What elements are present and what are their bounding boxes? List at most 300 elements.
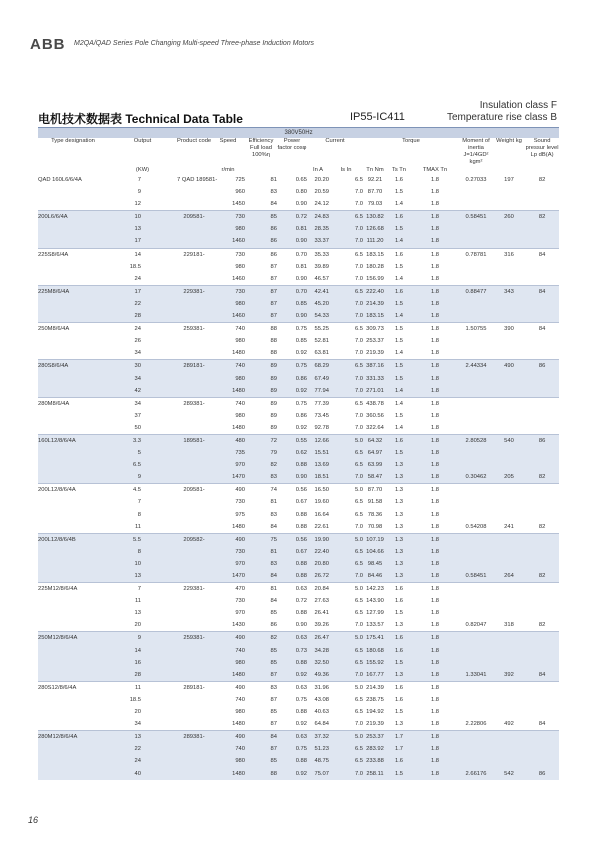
torque-ts-cell: 1.6: [387, 248, 411, 261]
page-number: 16: [28, 815, 39, 825]
power-factor-cell: 0.88: [277, 570, 307, 583]
torque-ts-cell: 1.4: [394, 201, 404, 208]
table-row: [38, 198, 559, 211]
type-designation-cell: 200L12/8/6/4A: [38, 484, 108, 497]
torque-tn-cell: 219.39: [366, 350, 384, 357]
power-factor-cell: 0.88: [295, 709, 307, 716]
torque-tn-cell: 214.39: [363, 298, 387, 310]
speed-cell: 980: [211, 755, 245, 767]
torque-tn-cell: 258.11: [363, 768, 387, 780]
speed-cell: 1480: [211, 669, 245, 682]
current-cell: 16.50: [307, 484, 329, 497]
current-ratio-cell: 6.5: [329, 248, 363, 261]
weight-cell: [493, 632, 525, 645]
temperature-rise-class: Temperature rise class B: [446, 112, 557, 123]
torque-ts-cell: 1.7: [387, 731, 411, 744]
product-code-cell: 259381-: [177, 632, 211, 645]
sound-cell: [525, 310, 559, 323]
table-row: [38, 669, 559, 682]
torque-tn-cell: 222.40: [363, 285, 387, 298]
current-ratio-cell: 6.5: [354, 177, 363, 183]
torque-tmax-cell: 1.8: [411, 645, 459, 657]
moment-cell: [459, 459, 493, 471]
weight-cell: [493, 533, 525, 546]
current-cell: 26.41: [314, 610, 329, 617]
product-code-cell: [177, 755, 211, 767]
table-row: [38, 273, 559, 286]
weight-cell: [493, 558, 525, 570]
table-row: [38, 347, 559, 360]
speed-cell: 1480: [232, 721, 245, 728]
current-ratio-cell: 7.0: [354, 622, 363, 629]
efficiency-cell: 84: [245, 731, 277, 744]
output-cell: 17: [108, 285, 141, 298]
output-cell: 9: [108, 632, 141, 645]
type-designation-cell: [38, 607, 108, 619]
moment-cell: [459, 657, 493, 669]
torque-tmax-cell: 1.8: [411, 223, 459, 235]
sound-cell: [525, 223, 559, 235]
current-ratio-cell: 6.5: [354, 598, 363, 605]
output-cell: 24: [108, 755, 141, 767]
torque-tn-cell: 183.15: [363, 248, 387, 261]
weight-cell: [493, 681, 525, 694]
power-factor-cell: 0.88: [295, 610, 307, 617]
torque-ts-cell: 1.4: [394, 424, 404, 431]
output-cell: 42: [108, 385, 141, 398]
torque-tmax-cell: 1.8: [430, 424, 440, 431]
efficiency-cell: 85: [245, 755, 277, 767]
current-ratio-cell: 6.5: [354, 696, 363, 703]
weight-cell: 490: [493, 360, 525, 373]
moment-cell: [459, 755, 493, 767]
torque-ts-cell: 1.4: [387, 235, 411, 248]
product-code-cell: 229381-: [177, 285, 211, 298]
weight-cell: [493, 410, 525, 422]
current-cell: 55.25: [307, 323, 329, 336]
current-ratio-cell: 6.5: [329, 397, 363, 410]
torque-tmax-cell: 1.8: [411, 669, 459, 682]
type-designation-cell: [38, 743, 108, 755]
type-designation-cell: [38, 755, 108, 767]
efficiency-cell: 84: [270, 523, 277, 530]
table-row: [38, 323, 559, 336]
speed-cell: 1470: [211, 570, 245, 583]
torque-tmax-cell: 1.8: [411, 459, 459, 471]
current-cell: 15.51: [307, 447, 329, 459]
torque-ts-cell: 1.5: [387, 373, 411, 385]
table-row: [38, 385, 559, 398]
col-tn: Tn Nm: [366, 166, 384, 173]
torque-ts-cell: 1.3: [387, 484, 411, 497]
output-cell: 34: [108, 373, 141, 385]
efficiency-cell: 88: [245, 768, 277, 780]
current-cell: 37.32: [307, 731, 329, 744]
table-body: [38, 174, 559, 780]
output-cell: 24: [108, 323, 141, 336]
torque-tn-cell: 271.01: [363, 385, 387, 398]
weight-cell: [493, 755, 525, 767]
output-cell: 7: [108, 583, 141, 596]
weight-cell: 318: [504, 622, 514, 629]
sound-cell: [525, 731, 559, 744]
output-cell: 34: [134, 721, 141, 728]
type-designation-cell: [38, 570, 108, 583]
power-factor-cell: 0.90: [295, 622, 307, 629]
current-ratio-cell: 5.0: [329, 681, 363, 694]
torque-tmax-cell: 1.8: [430, 598, 440, 605]
output-cell: 14: [108, 645, 141, 657]
moment-cell: [459, 546, 493, 558]
type-designation-cell: [38, 273, 108, 286]
current-cell: 39.26: [314, 622, 329, 629]
speed-cell: 1450: [232, 201, 245, 208]
torque-tmax-cell: 1.8: [430, 622, 440, 629]
output-cell: 34: [134, 350, 141, 357]
type-designation-cell: 250M12/8/6/4A: [38, 632, 108, 645]
current-cell: 39.89: [314, 263, 329, 270]
torque-tn-cell: 180.28: [366, 263, 384, 270]
col-sound: Sound pressur level Lp dB(A): [525, 138, 559, 158]
torque-tmax-cell: 1.8: [411, 768, 459, 780]
efficiency-cell: 85: [270, 610, 277, 617]
table-row: [38, 570, 559, 583]
weight-cell: [493, 261, 525, 273]
torque-tmax-cell: 1.8: [411, 397, 459, 410]
power-factor-cell: 0.56: [277, 533, 307, 546]
col-current-in: In A: [313, 166, 323, 173]
torque-tmax-cell: 1.8: [430, 523, 440, 530]
moment-cell: [459, 681, 493, 694]
weight-cell: [493, 397, 525, 410]
power-factor-cell: 0.70: [277, 248, 307, 261]
sound-cell: 86: [525, 768, 559, 780]
moment-cell: [459, 235, 493, 248]
moment-cell: [459, 186, 493, 198]
weight-cell: [493, 186, 525, 198]
sound-cell: [525, 694, 559, 706]
weight-cell: 241: [504, 523, 514, 530]
power-factor-cell: 0.63: [277, 681, 307, 694]
speed-cell: 470: [211, 583, 245, 596]
current-ratio-cell: 6.5: [354, 511, 363, 518]
sound-cell: [525, 261, 559, 273]
torque-ts-cell: 1.6: [387, 645, 411, 657]
torque-tn-cell: 283.92: [363, 743, 387, 755]
power-factor-cell: 0.92: [295, 424, 307, 431]
efficiency-cell: 85: [245, 211, 277, 224]
table-row: [38, 484, 559, 497]
current-cell: 22.40: [307, 546, 329, 558]
current-ratio-cell: 6.5: [329, 211, 363, 224]
moment-cell: 0.82047: [465, 622, 487, 629]
product-code-cell: [177, 198, 211, 211]
output-cell: 10: [108, 211, 141, 224]
moment-cell: [459, 373, 493, 385]
product-code-cell: [177, 261, 211, 273]
output-cell: 30: [108, 360, 141, 373]
current-cell: 32.50: [307, 657, 329, 669]
product-code-cell: [177, 669, 211, 682]
output-cell: 12: [134, 201, 141, 208]
current-ratio-cell: 6.5: [329, 360, 363, 373]
table-row: [38, 248, 559, 261]
torque-tn-cell: 87.70: [367, 189, 383, 196]
output-cell: 7: [137, 177, 141, 183]
moment-cell: [459, 410, 493, 422]
sound-cell: 82: [538, 523, 546, 530]
product-code-cell: 229381-: [177, 583, 211, 596]
table-row: [38, 619, 559, 632]
moment-cell: 0.88477: [459, 285, 493, 298]
product-code-cell: [177, 373, 211, 385]
torque-tmax-cell: 1.8: [411, 434, 459, 447]
col-tmax: TMAX Tn: [422, 166, 448, 173]
col-speed-unit: r/min: [221, 166, 235, 173]
abb-logo: ABB: [30, 36, 66, 53]
torque-ts-cell: 1.5: [387, 657, 411, 669]
current-cell: 43.08: [314, 696, 329, 703]
torque-tmax-cell: 1.8: [430, 610, 440, 617]
current-ratio-cell: 6.5: [354, 499, 363, 506]
torque-tmax-cell: 1.8: [430, 275, 440, 282]
efficiency-cell: 86: [245, 235, 277, 248]
sound-cell: [525, 558, 559, 570]
efficiency-cell: 83: [245, 558, 277, 570]
table-row: [38, 755, 559, 767]
efficiency-cell: 75: [245, 533, 277, 546]
output-cell: 7: [137, 499, 141, 506]
sound-cell: [525, 509, 559, 521]
current-cell: 77.39: [307, 397, 329, 410]
efficiency-cell: 89: [245, 373, 277, 385]
output-cell: 40: [108, 768, 141, 780]
moment-cell: 1.50755: [459, 323, 493, 336]
torque-ts-cell: 1.5: [394, 412, 404, 419]
weight-cell: [493, 447, 525, 459]
output-cell: 16: [108, 657, 141, 669]
torque-tmax-cell: 1.8: [411, 235, 459, 248]
current-cell: 73.45: [314, 412, 329, 419]
efficiency-cell: 86: [245, 223, 277, 235]
speed-cell: 1460: [232, 275, 245, 282]
table-row: [38, 235, 559, 248]
moment-cell: 0.58451: [459, 570, 493, 583]
current-cell: 24.12: [314, 201, 329, 208]
torque-tmax-cell: 1.8: [430, 263, 440, 270]
speed-cell: 1480: [211, 768, 245, 780]
output-cell: 28: [108, 310, 141, 323]
col-current: Current: [325, 138, 345, 144]
col-efficiency: Efficiency Full load 100%η: [248, 138, 274, 158]
product-code-cell: [177, 595, 211, 607]
sound-cell: 82: [525, 211, 559, 224]
power-factor-cell: 0.75: [277, 397, 307, 410]
table-row: [38, 410, 559, 422]
weight-cell: [493, 657, 525, 669]
type-designation-cell: [38, 706, 108, 718]
sound-cell: [525, 496, 559, 508]
sound-cell: [525, 447, 559, 459]
protection-rating: IP55-IC411: [350, 111, 405, 123]
power-factor-cell: 0.92: [277, 768, 307, 780]
torque-tn-cell: 438.78: [363, 397, 387, 410]
efficiency-cell: 89: [245, 360, 277, 373]
efficiency-cell: 89: [245, 385, 277, 398]
product-code-cell: 209582-: [177, 533, 211, 546]
power-factor-cell: 0.80: [295, 189, 307, 196]
product-code-cell: [177, 694, 211, 706]
power-factor-cell: 0.90: [277, 235, 307, 248]
torque-tmax-cell: 1.8: [411, 731, 459, 744]
moment-cell: 0.58451: [459, 211, 493, 224]
torque-tn-cell: 322.64: [366, 424, 384, 431]
sound-cell: [525, 385, 559, 398]
weight-cell: [493, 298, 525, 310]
moment-cell: [459, 595, 493, 607]
moment-cell: [459, 558, 493, 570]
sound-cell: [525, 373, 559, 385]
current-ratio-cell: 7.0: [354, 721, 363, 728]
output-cell: 14: [108, 248, 141, 261]
current-ratio-cell: 7.0: [354, 350, 363, 357]
type-designation-cell: [38, 471, 108, 484]
type-designation-cell: [38, 558, 108, 570]
output-cell: 6.5: [108, 459, 141, 471]
torque-tn-cell: 360.56: [366, 412, 384, 419]
type-designation-cell: [38, 310, 108, 323]
output-cell: 3.3: [108, 434, 141, 447]
torque-tn-cell: 175.41: [363, 632, 387, 645]
current-cell: 20.84: [307, 583, 329, 596]
power-factor-cell: 0.55: [277, 434, 307, 447]
speed-cell: 740: [211, 323, 245, 336]
efficiency-cell: 83: [245, 471, 277, 484]
type-designation-cell: [38, 718, 108, 731]
moment-cell: [459, 223, 493, 235]
current-cell: 18.51: [307, 471, 329, 484]
table-row: [38, 645, 559, 657]
table-row: [38, 706, 559, 718]
table-row: [38, 496, 559, 508]
power-factor-cell: 0.67: [295, 499, 307, 506]
current-cell: 20.59: [314, 189, 329, 196]
current-ratio-cell: 7.0: [329, 570, 363, 583]
speed-cell: 1430: [232, 622, 245, 629]
product-code-cell: [177, 310, 211, 323]
power-factor-cell: 0.81: [295, 263, 307, 270]
current-cell: 22.61: [314, 523, 329, 530]
current-cell: 28.35: [307, 223, 329, 235]
weight-cell: [493, 509, 525, 521]
type-designation-cell: [38, 223, 108, 235]
sound-cell: [525, 484, 559, 497]
sound-cell: 86: [525, 434, 559, 447]
weight-cell: 390: [493, 323, 525, 336]
current-cell: 49.36: [307, 669, 329, 682]
current-ratio-cell: 6.5: [329, 447, 363, 459]
current-cell: 52.81: [314, 338, 329, 345]
weight-cell: 343: [493, 285, 525, 298]
torque-tmax-cell: 1.8: [411, 484, 459, 497]
moment-cell: [459, 743, 493, 755]
speed-cell: 1480: [232, 350, 245, 357]
current-cell: 64.84: [314, 721, 329, 728]
torque-tmax-cell: 1.8: [411, 298, 459, 310]
product-code-cell: [177, 645, 211, 657]
type-designation-cell: 280M12/8/6/4A: [38, 731, 108, 744]
efficiency-cell: 82: [245, 459, 277, 471]
speed-cell: 970: [235, 610, 245, 617]
speed-cell: 980: [235, 709, 245, 716]
product-code-cell: 289181-: [177, 360, 211, 373]
torque-tmax-cell: 1.8: [411, 323, 459, 336]
speed-cell: 980: [211, 657, 245, 669]
current-cell: 92.78: [314, 424, 329, 431]
table-row: [38, 595, 559, 607]
type-designation-cell: 200L6/6/4A: [38, 211, 108, 224]
power-factor-cell: 0.92: [295, 350, 307, 357]
moment-cell: [459, 509, 493, 521]
sound-cell: 82: [525, 471, 559, 484]
power-factor-cell: 0.73: [277, 645, 307, 657]
torque-tn-cell: 143.90: [366, 598, 384, 605]
power-factor-cell: 0.90: [277, 310, 307, 323]
page-title: 电机技术数据表 Technical Data Table: [38, 112, 243, 126]
product-code-cell: [177, 768, 211, 780]
current-ratio-cell: 5.0: [329, 632, 363, 645]
moment-cell: [459, 298, 493, 310]
efficiency-cell: 87: [245, 285, 277, 298]
product-code-cell: [177, 743, 211, 755]
efficiency-cell: 88: [270, 350, 277, 357]
torque-tn-cell: 183.15: [363, 310, 387, 323]
table-row: [38, 546, 559, 558]
weight-cell: [493, 235, 525, 248]
speed-cell: 730: [211, 248, 245, 261]
output-cell: 22: [108, 298, 141, 310]
weight-cell: [493, 607, 525, 619]
torque-tmax-cell: 1.8: [411, 360, 459, 373]
efficiency-cell: 87: [270, 263, 277, 270]
power-factor-cell: 0.88: [277, 755, 307, 767]
torque-tmax-cell: 1.8: [411, 447, 459, 459]
power-factor-cell: 0.85: [295, 338, 307, 345]
torque-tmax-cell: 1.8: [411, 583, 459, 596]
current-ratio-cell: 6.5: [329, 285, 363, 298]
current-ratio-cell: 7.0: [354, 263, 363, 270]
power-factor-cell: 0.88: [277, 459, 307, 471]
torque-ts-cell: 1.3: [387, 558, 411, 570]
type-designation-cell: QAD 160L6/6/4A: [38, 177, 82, 183]
current-cell: 51.23: [307, 743, 329, 755]
weight-cell: 392: [493, 669, 525, 682]
current-ratio-cell: 7.0: [329, 235, 363, 248]
efficiency-cell: 85: [245, 657, 277, 669]
current-ratio-cell: 5.0: [329, 434, 363, 447]
table-row: [38, 657, 559, 669]
torque-ts-cell: 1.3: [394, 721, 404, 728]
type-designation-cell: [38, 447, 108, 459]
efficiency-cell: 88: [270, 338, 277, 345]
output-cell: 13: [108, 731, 141, 744]
current-ratio-cell: 5.0: [329, 533, 363, 546]
technical-data-table: [38, 128, 559, 780]
table-row: [38, 310, 559, 323]
torque-tn-cell: 104.66: [363, 546, 387, 558]
weight-cell: [493, 335, 525, 347]
product-code-cell: [177, 186, 211, 198]
